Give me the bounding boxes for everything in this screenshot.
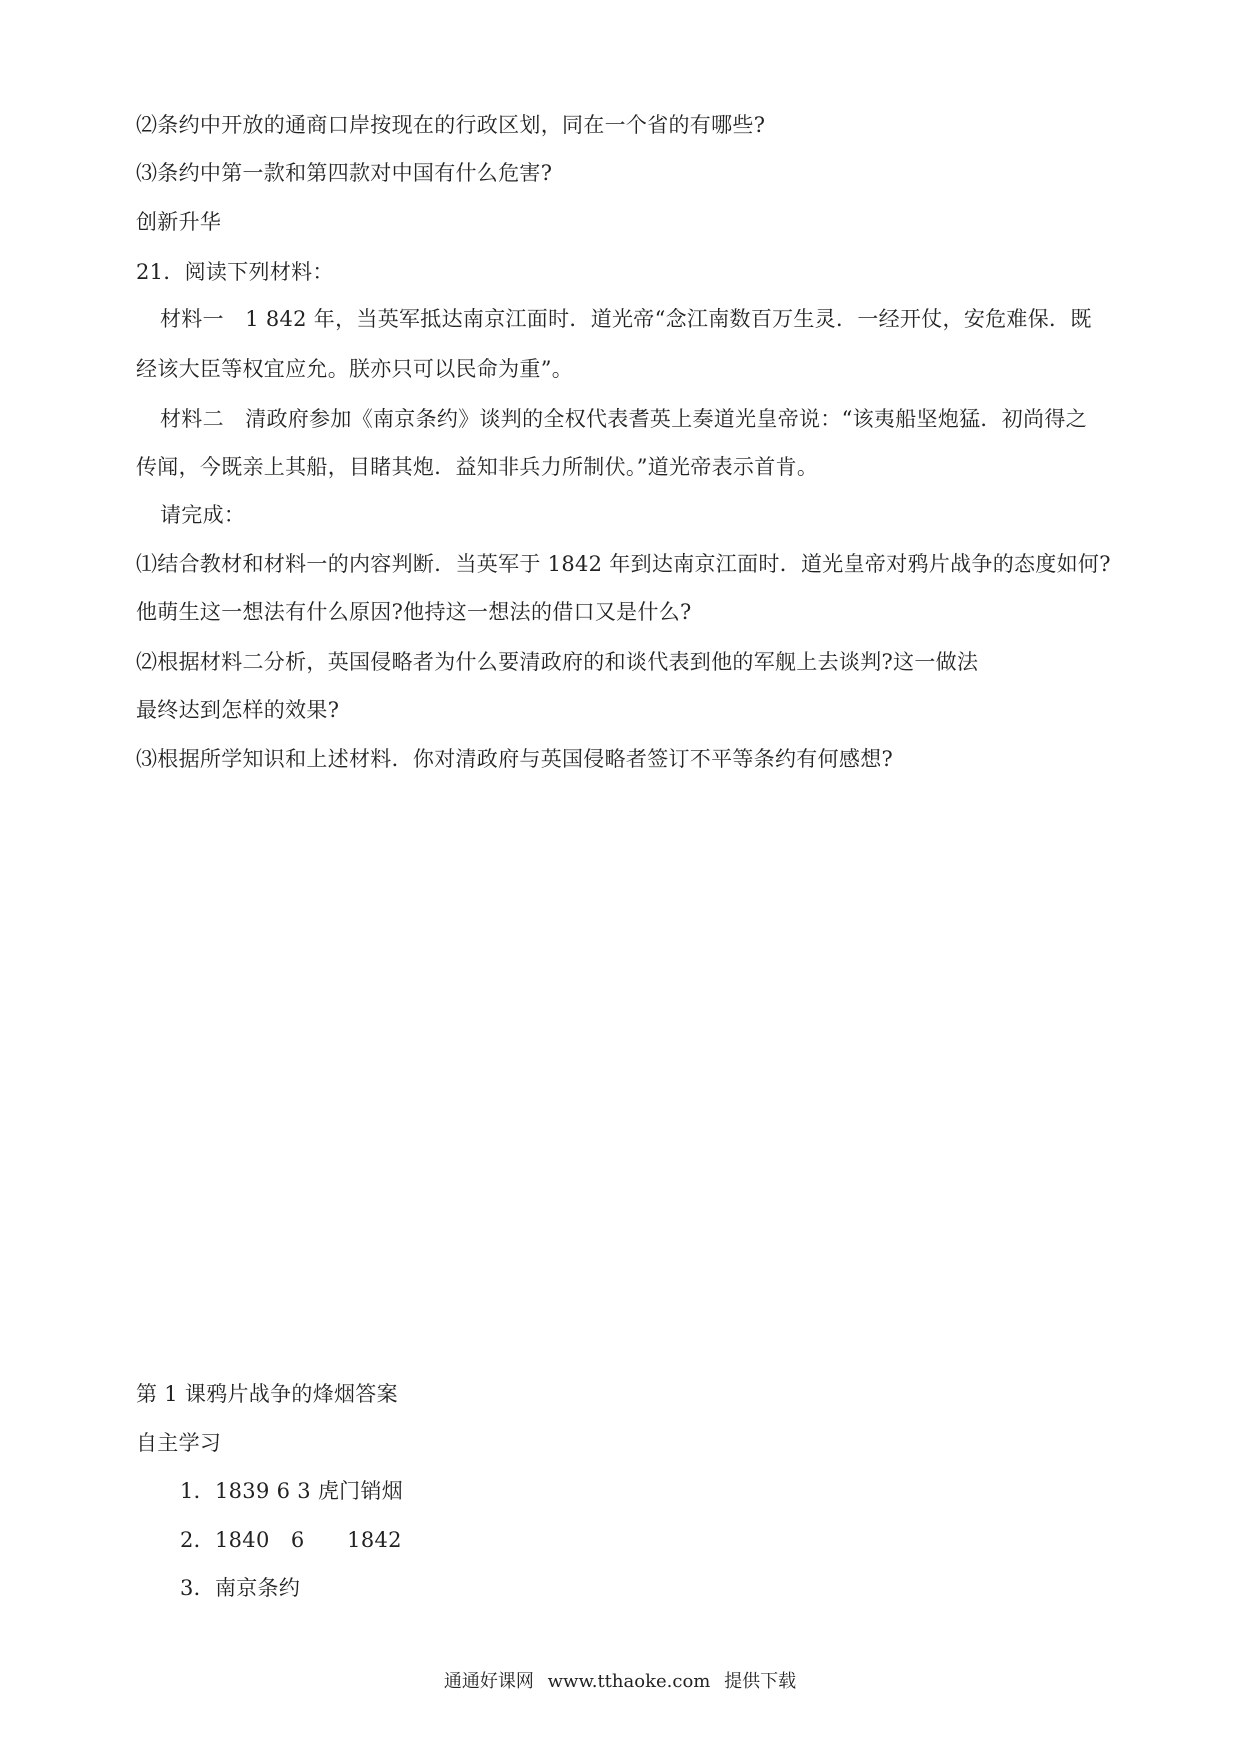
material-2-line-2: 传闻，今既亲上其船，目睹其炮．益知非兵力所制伏。”道光帝表示首肯。 [136, 455, 819, 479]
material-1-line-1: 材料一 1 842 年，当英军抵达南京江面时．道光帝“念江南数百万生灵．一经开仗，安危难保．既 [160, 307, 1092, 331]
answer-item: 2．1840 6 1842 [180, 1528, 402, 1552]
material-2-line-1: 材料二 清政府参加《南京条约》谈判的全权代表耆英上奏道光皇帝说：“该夷船坚炮猛．初尚得之 [160, 407, 1087, 431]
question-21-heading: 21．阅读下列材料： [136, 260, 334, 284]
question-20-3: ⑶条约中第一款和第四款对中国有什么危害? [136, 161, 553, 185]
answer-item: 1．1839 6 3 虎门销烟 [180, 1479, 404, 1503]
answers-title: 第 1 课鸦片战争的烽烟答案 [136, 1382, 398, 1406]
footer-suffix: 提供下载 [724, 1671, 797, 1692]
footer-url[interactable]: www.tthaoke.com [547, 1671, 711, 1692]
instruction: 请完成： [160, 503, 246, 527]
answers-section: 自主学习 [136, 1431, 222, 1455]
question-20-2: ⑵条约中开放的通商口岸按现在的行政区划，同在一个省的有哪些? [136, 113, 766, 137]
answer-item: 3．南京条约 [180, 1576, 301, 1600]
sub-question-1-line-2: 他萌生这一想法有什么原因?他持这一想法的借口又是什么? [136, 600, 692, 624]
section-title: 创新升华 [136, 210, 222, 234]
material-1-line-2: 经该大臣等权宜应允。朕亦只可以民命为重”。 [136, 357, 574, 381]
page-footer [0, 1670, 1240, 1694]
sub-question-1-line-1: ⑴结合教材和材料一的内容判断．当英军于 1842 年到达南京江面时．道光皇帝对鸦片战争的态度如何? [136, 552, 1111, 576]
sub-question-2-line-1: ⑵根据材料二分析，英国侵略者为什么要清政府的和谈代表到他的军舰上去谈判?这一做法 [136, 650, 979, 674]
footer-site-name: 通通好课网 [443, 1671, 534, 1692]
sub-question-2-line-2: 最终达到怎样的效果? [136, 698, 340, 722]
sub-question-3: ⑶根据所学知识和上述材料．你对清政府与英国侵略者签订不平等条约有何感想? [136, 747, 894, 771]
